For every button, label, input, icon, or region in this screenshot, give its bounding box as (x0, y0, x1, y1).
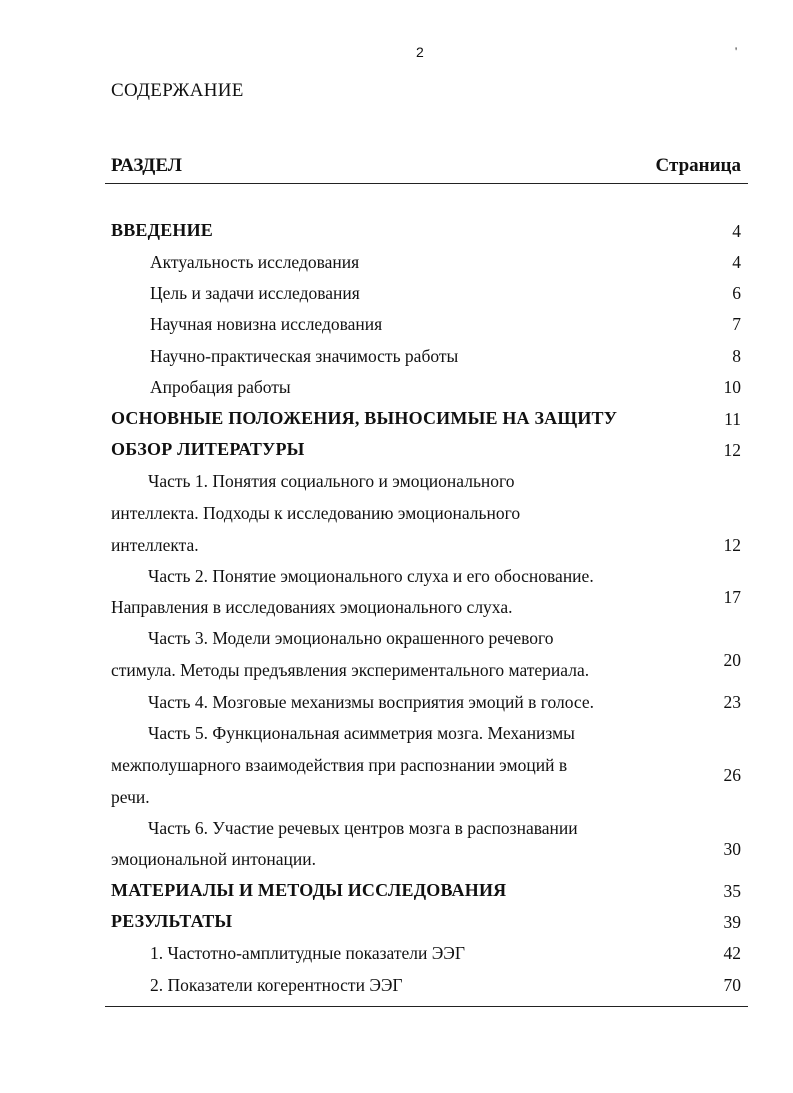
toc-page: 12 (723, 440, 741, 460)
toc-entry-part-6-line-2[interactable]: эмоциональной интонации. (111, 849, 317, 869)
header-page-label: Страница (655, 155, 741, 176)
toc-page: 12 (723, 535, 741, 555)
toc-page: 4 (732, 221, 741, 241)
toc-page: 17 (723, 587, 741, 607)
toc-entry-part-1-line-2[interactable]: интеллекта. Подходы к исследованию эмоционального (111, 503, 521, 523)
toc-entry-introduction[interactable]: ВВЕДЕНИЕ (111, 220, 214, 240)
contents-title: СОДЕРЖАНИЕ (111, 80, 244, 101)
toc-entry-relevance[interactable]: Актуальность исследования (150, 252, 360, 272)
page-number: 2 (416, 44, 424, 60)
toc-entry-results[interactable]: РЕЗУЛЬТАТЫ (111, 911, 233, 931)
toc-entry-part-6[interactable]: Часть 6. Участие речевых центров мозга в распознавании (148, 818, 578, 838)
toc-entry-part-3[interactable]: Часть 3. Модели эмоционально окрашенного речевого (148, 628, 554, 648)
toc-entry-significance[interactable]: Научно-практическая значимость работы (150, 346, 459, 366)
toc-page: 26 (723, 765, 741, 785)
toc-entry-materials-methods[interactable]: МАТЕРИАЛЫ И МЕТОДЫ ИССЛЕДОВАНИЯ (111, 880, 507, 900)
toc-page: 20 (723, 650, 741, 670)
toc-page: 8 (732, 346, 741, 366)
toc-page: 4 (732, 252, 741, 272)
footer-rule (105, 1006, 748, 1007)
toc-entry-literature-review[interactable]: ОБЗОР ЛИТЕРАТУРЫ (111, 439, 305, 459)
toc-entry-part-4[interactable]: Часть 4. Мозговые механизмы восприятия эмоций в голосе. (148, 692, 595, 712)
toc-entry-results-1[interactable]: 1. Частотно-амплитудные показатели ЭЭГ (150, 943, 465, 963)
toc-page: 35 (723, 881, 741, 901)
header-rule (105, 183, 748, 184)
toc-page: 39 (723, 912, 741, 932)
toc-entry-approbation[interactable]: Апробация работы (150, 377, 291, 397)
toc-page: 10 (723, 377, 741, 397)
toc-entry-part-5[interactable]: Часть 5. Функциональная асимметрия мозга. Механизмы (148, 723, 575, 743)
toc-entry-part-5-line-2[interactable]: межполушарного взаимодействия при распознании эмоций в (111, 755, 568, 775)
toc-page: 30 (723, 839, 741, 859)
toc-entry-part-1[interactable]: Часть 1. Понятия социального и эмоционального (148, 471, 515, 491)
toc-entry-part-2-line-2[interactable]: Направления в исследованиях эмоционального слуха. (111, 597, 513, 617)
toc-entry-part-1-line-3[interactable]: интеллекта. (111, 535, 199, 555)
toc-entry-part-5-line-3[interactable]: речи. (111, 787, 150, 807)
toc-entry-novelty[interactable]: Научная новизна исследования (150, 314, 383, 334)
header-section-label: РАЗДЕЛ (111, 155, 182, 176)
toc-page: 42 (723, 943, 741, 963)
toc-page: 70 (723, 975, 741, 995)
toc-entry-goals[interactable]: Цель и задачи исследования (150, 283, 360, 303)
toc-entry-results-2[interactable]: 2. Показатели когерентности ЭЭГ (150, 975, 403, 995)
toc-page: 6 (732, 283, 741, 303)
toc-page: 23 (723, 692, 741, 712)
toc-entry-main-provisions[interactable]: ОСНОВНЫЕ ПОЛОЖЕНИЯ, ВЫНОСИМЫЕ НА ЗАЩИТУ (111, 408, 618, 428)
scan-mark: ' (735, 44, 738, 58)
toc-page: 7 (732, 314, 741, 334)
toc-entry-part-2[interactable]: Часть 2. Понятие эмоционального слуха и его обоснование. (148, 566, 594, 586)
toc-page: 11 (724, 409, 741, 429)
toc-entry-part-3-line-2[interactable]: стимула. Методы предъявления экспериментального материала. (111, 660, 590, 680)
